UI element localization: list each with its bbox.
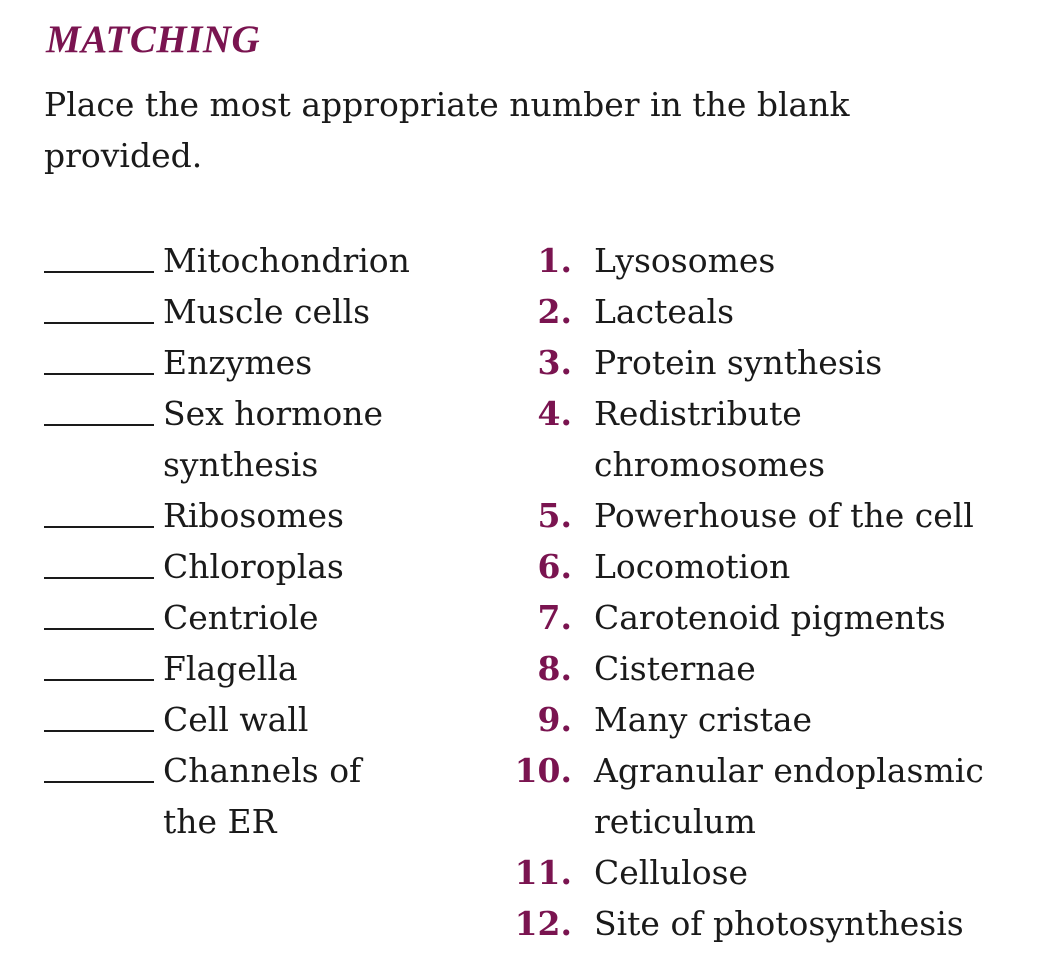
answer-blank[interactable] [44, 694, 154, 745]
term-label: Sex hormone synthesis [163, 394, 384, 484]
answer-row [510, 490, 1040, 541]
answer-text: Locomotion [594, 547, 791, 586]
answer-text: Carotenoid pigments [594, 598, 946, 637]
answer-row [510, 643, 1040, 694]
answer-row [510, 235, 1040, 286]
answer-text: Cellulose [594, 853, 749, 892]
answer-text: Cisternae [594, 649, 756, 688]
answer-blank[interactable] [44, 745, 154, 796]
answer-row [510, 694, 1040, 745]
answer-blank[interactable] [44, 235, 154, 286]
term-label: Channels of the ER [163, 751, 362, 841]
answer-row [510, 592, 1040, 643]
answer-row [510, 898, 1040, 949]
term-row [44, 592, 464, 643]
answer-text: Agranular endoplasmic reticulum [594, 751, 984, 841]
term-label: Chloroplas [163, 547, 344, 586]
answer-number: 9. [537, 700, 572, 739]
answer-row [510, 541, 1040, 592]
section-title: MATCHING [46, 18, 261, 61]
term-row [44, 643, 464, 694]
answer-blank[interactable] [44, 388, 154, 439]
answer-blank[interactable] [44, 337, 154, 388]
answer-text: Redistribute chromosomes [594, 394, 826, 484]
term-row [44, 286, 464, 337]
answer-number: 3. [537, 343, 572, 382]
term-label: Enzymes [163, 343, 313, 382]
answer-blank[interactable] [44, 490, 154, 541]
term-row [44, 694, 464, 745]
answer-number: 6. [537, 547, 572, 586]
term-label: Flagella [163, 649, 298, 688]
term-label: Centriole [163, 598, 319, 637]
term-row [44, 745, 464, 847]
term-label: Mitochondrion [163, 241, 410, 280]
answer-row [510, 286, 1040, 337]
answer-number: 5. [537, 496, 572, 535]
term-label: Cell wall [163, 700, 309, 739]
answer-number: 12. [514, 904, 572, 943]
answer-blank[interactable] [44, 643, 154, 694]
answer-text: Lacteals [594, 292, 735, 331]
answer-number: 2. [537, 292, 572, 331]
answer-blank[interactable] [44, 286, 154, 337]
answer-number: 1. [537, 241, 572, 280]
answer-text: Protein synthesis [594, 343, 883, 382]
term-label: Muscle cells [163, 292, 371, 331]
term-row [44, 388, 464, 490]
terms-column [44, 235, 464, 847]
answer-blank[interactable] [44, 541, 154, 592]
answer-text: Many cristae [594, 700, 813, 739]
answer-row [510, 847, 1040, 898]
answer-number: 4. [537, 394, 572, 433]
term-row [44, 337, 464, 388]
term-row [44, 541, 464, 592]
term-row [44, 490, 464, 541]
term-label: Ribosomes [163, 496, 344, 535]
answer-number: 11. [514, 853, 572, 892]
answer-text: Powerhouse of the cell [594, 496, 974, 535]
instructions-text: Place the most appropriate number in the blank provided. [44, 85, 850, 175]
answer-text: Site of photosynthesis [594, 904, 964, 943]
answer-number: 7. [537, 598, 572, 637]
answer-row [510, 745, 1040, 847]
answer-blank[interactable] [44, 592, 154, 643]
term-row [44, 235, 464, 286]
answers-column [510, 235, 1040, 949]
answer-row [510, 388, 1040, 490]
answer-text: Lysosomes [594, 241, 776, 280]
answer-number: 8. [537, 649, 572, 688]
answer-number: 10. [514, 751, 572, 790]
answer-row [510, 337, 1040, 388]
